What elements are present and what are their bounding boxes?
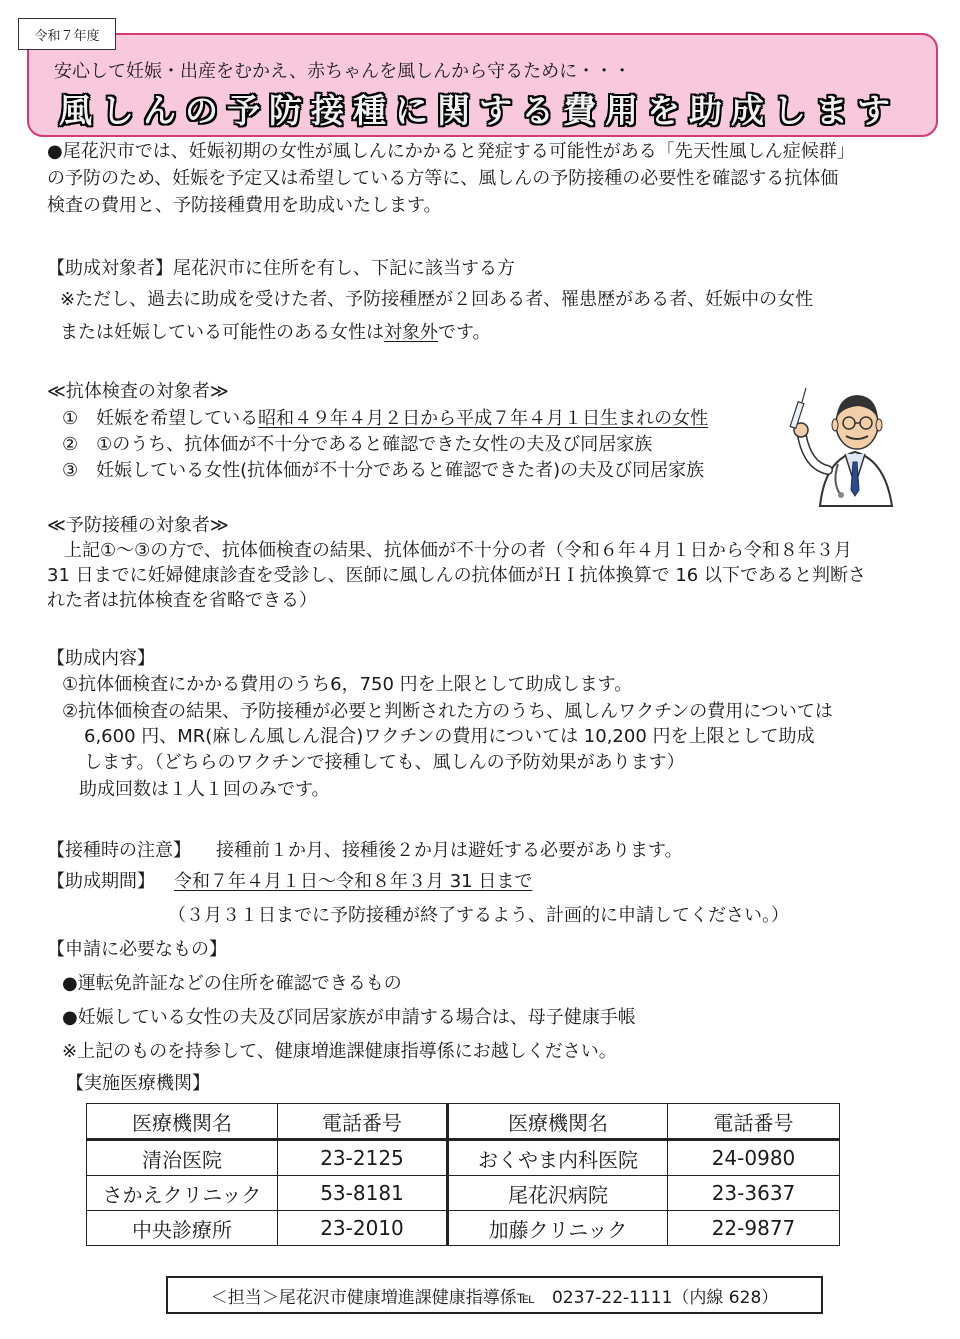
eligibility-note-2	[60, 319, 491, 346]
eligibility-note-2-post: です。	[438, 322, 491, 343]
eligibility-heading: 【助成対象者】尾花沢市に住所を有し、下記に該当する方	[47, 258, 515, 279]
required-note: ※上記のものを持参して、健康増進課健康指導係にお越しください。	[62, 1041, 617, 1062]
caution-text: 接種前１か月、接種後２か月は避妊する必要があります。	[216, 840, 683, 861]
intro-line-3: 検査の費用と、予防接種費用を助成いたします。	[47, 195, 442, 216]
required-heading: 【申請に必要なもの】	[47, 939, 227, 960]
clinic-phone: 23-2010	[278, 1211, 448, 1246]
period-note: （３月３１日までに予防接種が終了するよう、計画的に申請してください。）	[168, 905, 789, 926]
institutions-heading: 【実施医療機関】	[66, 1073, 210, 1094]
subsidy-heading: 【助成内容】	[47, 648, 155, 669]
contact-text: ＜担当＞尾花沢市健康増進課健康指導係℡ 0237-22-1111（内線 628）	[210, 1287, 779, 1308]
clinic-name: 中央診療所	[87, 1211, 278, 1246]
antibody-item-1	[62, 405, 708, 432]
antibody-heading: ≪抗体検査の対象者≫	[47, 381, 229, 402]
clinic-phone: 22-9877	[668, 1211, 840, 1246]
institutions-table	[86, 1103, 840, 1246]
vaccination-line-1: 上記①～③の方で、抗体価検査の結果、抗体価が不十分の者（令和６年４月１日から令和８年３月	[64, 540, 852, 561]
vaccination-line-2: 31 日までに妊婦健康診査を受診し、医師に風しんの抗体価がＨＩ抗体換算で 16 以下であると判断さ	[47, 565, 866, 586]
caution-label: 【接種時の注意】	[47, 840, 191, 861]
contact-box	[166, 1276, 823, 1314]
doctor-illustration	[780, 378, 930, 508]
period-label: 【助成期間】	[47, 871, 155, 892]
period-text: 令和７年４月１日～令和８年３月 31 日まで	[174, 871, 533, 892]
clinic-name: 加藤クリニック	[448, 1211, 668, 1246]
intro-line-2: の予防のため、妊娠を予定又は希望している方等に、風しんの予防接種の必要性を確認する抗体価	[47, 168, 839, 189]
table-row	[87, 1140, 840, 1176]
clinic-name: さかえクリニック	[87, 1176, 278, 1211]
fiscal-year-label: 令和７年度	[18, 18, 116, 50]
title-banner	[27, 33, 938, 137]
vaccination-line-3: れた者は抗体検査を省略できる）	[47, 590, 317, 611]
table-row	[87, 1211, 840, 1246]
subsidy-item-2-line-1: ②抗体価検査の結果、予防接種が必要と判断された方のうち、風しんワクチンの費用については	[62, 701, 833, 722]
subsidy-item-1: ①抗体価検査にかかる費用のうち6，750 円を上限として助成します。	[62, 674, 633, 695]
table-header-row	[87, 1104, 840, 1140]
clinic-phone: 24-0980	[668, 1140, 840, 1176]
birth-range: 昭和４９年４月２日から平成７年４月１日生まれの女性	[258, 408, 709, 429]
header-cell: 電話番号	[668, 1104, 840, 1140]
required-item-1: ●運転免許証などの住所を確認できるもの	[62, 973, 402, 994]
eligibility-note-2-pre: または妊娠している可能性のある女性は	[60, 322, 384, 343]
required-item-2: ●妊娠している女性の夫及び同居家族が申請する場合は、母子健康手帳	[62, 1007, 636, 1028]
clinic-phone: 53-8181	[278, 1176, 448, 1211]
subsidy-item-2-line-2: 6,600 円、MR(麻しん風しん混合)ワクチンの費用については 10,200 円を上限として助成	[84, 726, 815, 747]
banner-subtitle: 安心して妊娠・出産をむかえ、赤ちゃんを風しんから守るために・・・	[54, 61, 632, 82]
header-cell: 電話番号	[278, 1104, 448, 1140]
banner-title: 風しんの予防接種に関する費用を助成します	[59, 91, 899, 130]
clinic-name: おくやま内科医院	[448, 1140, 668, 1176]
eligibility-note-1: ※ただし、過去に助成を受けた者、予防接種歴が２回ある者、罹患歴がある者、妊娠中の女性	[60, 289, 814, 310]
excluded-text: 対象外	[384, 322, 438, 343]
header-cell: 医療機関名	[87, 1104, 278, 1140]
antibody-item-1-pre: ① 妊娠を希望している	[62, 408, 259, 429]
header-cell: 医療機関名	[448, 1104, 668, 1140]
clinic-name: 尾花沢病院	[448, 1176, 668, 1211]
clinic-phone: 23-3637	[668, 1176, 840, 1211]
intro-line-1: ●尾花沢市では、妊娠初期の女性が風しんにかかると発症する可能性がある「先天性風しん症候群」	[47, 141, 855, 162]
subsidy-item-2-line-3: します。（どちらのワクチンで接種しても、風しんの予防効果があります）	[84, 752, 685, 773]
antibody-item-2: ② ①のうち、抗体価が不十分であると確認できた女性の夫及び同居家族	[62, 434, 653, 455]
clinic-phone: 23-2125	[278, 1140, 448, 1176]
clinic-name: 清治医院	[87, 1140, 278, 1176]
antibody-item-3: ③ 妊娠している女性(抗体価が不十分であると確認できた者)の夫及び同居家族	[62, 460, 705, 481]
vaccination-heading: ≪予防接種の対象者≫	[47, 515, 229, 536]
table-row	[87, 1176, 840, 1211]
subsidy-count-note: 助成回数は１人１回のみです。	[79, 779, 330, 800]
